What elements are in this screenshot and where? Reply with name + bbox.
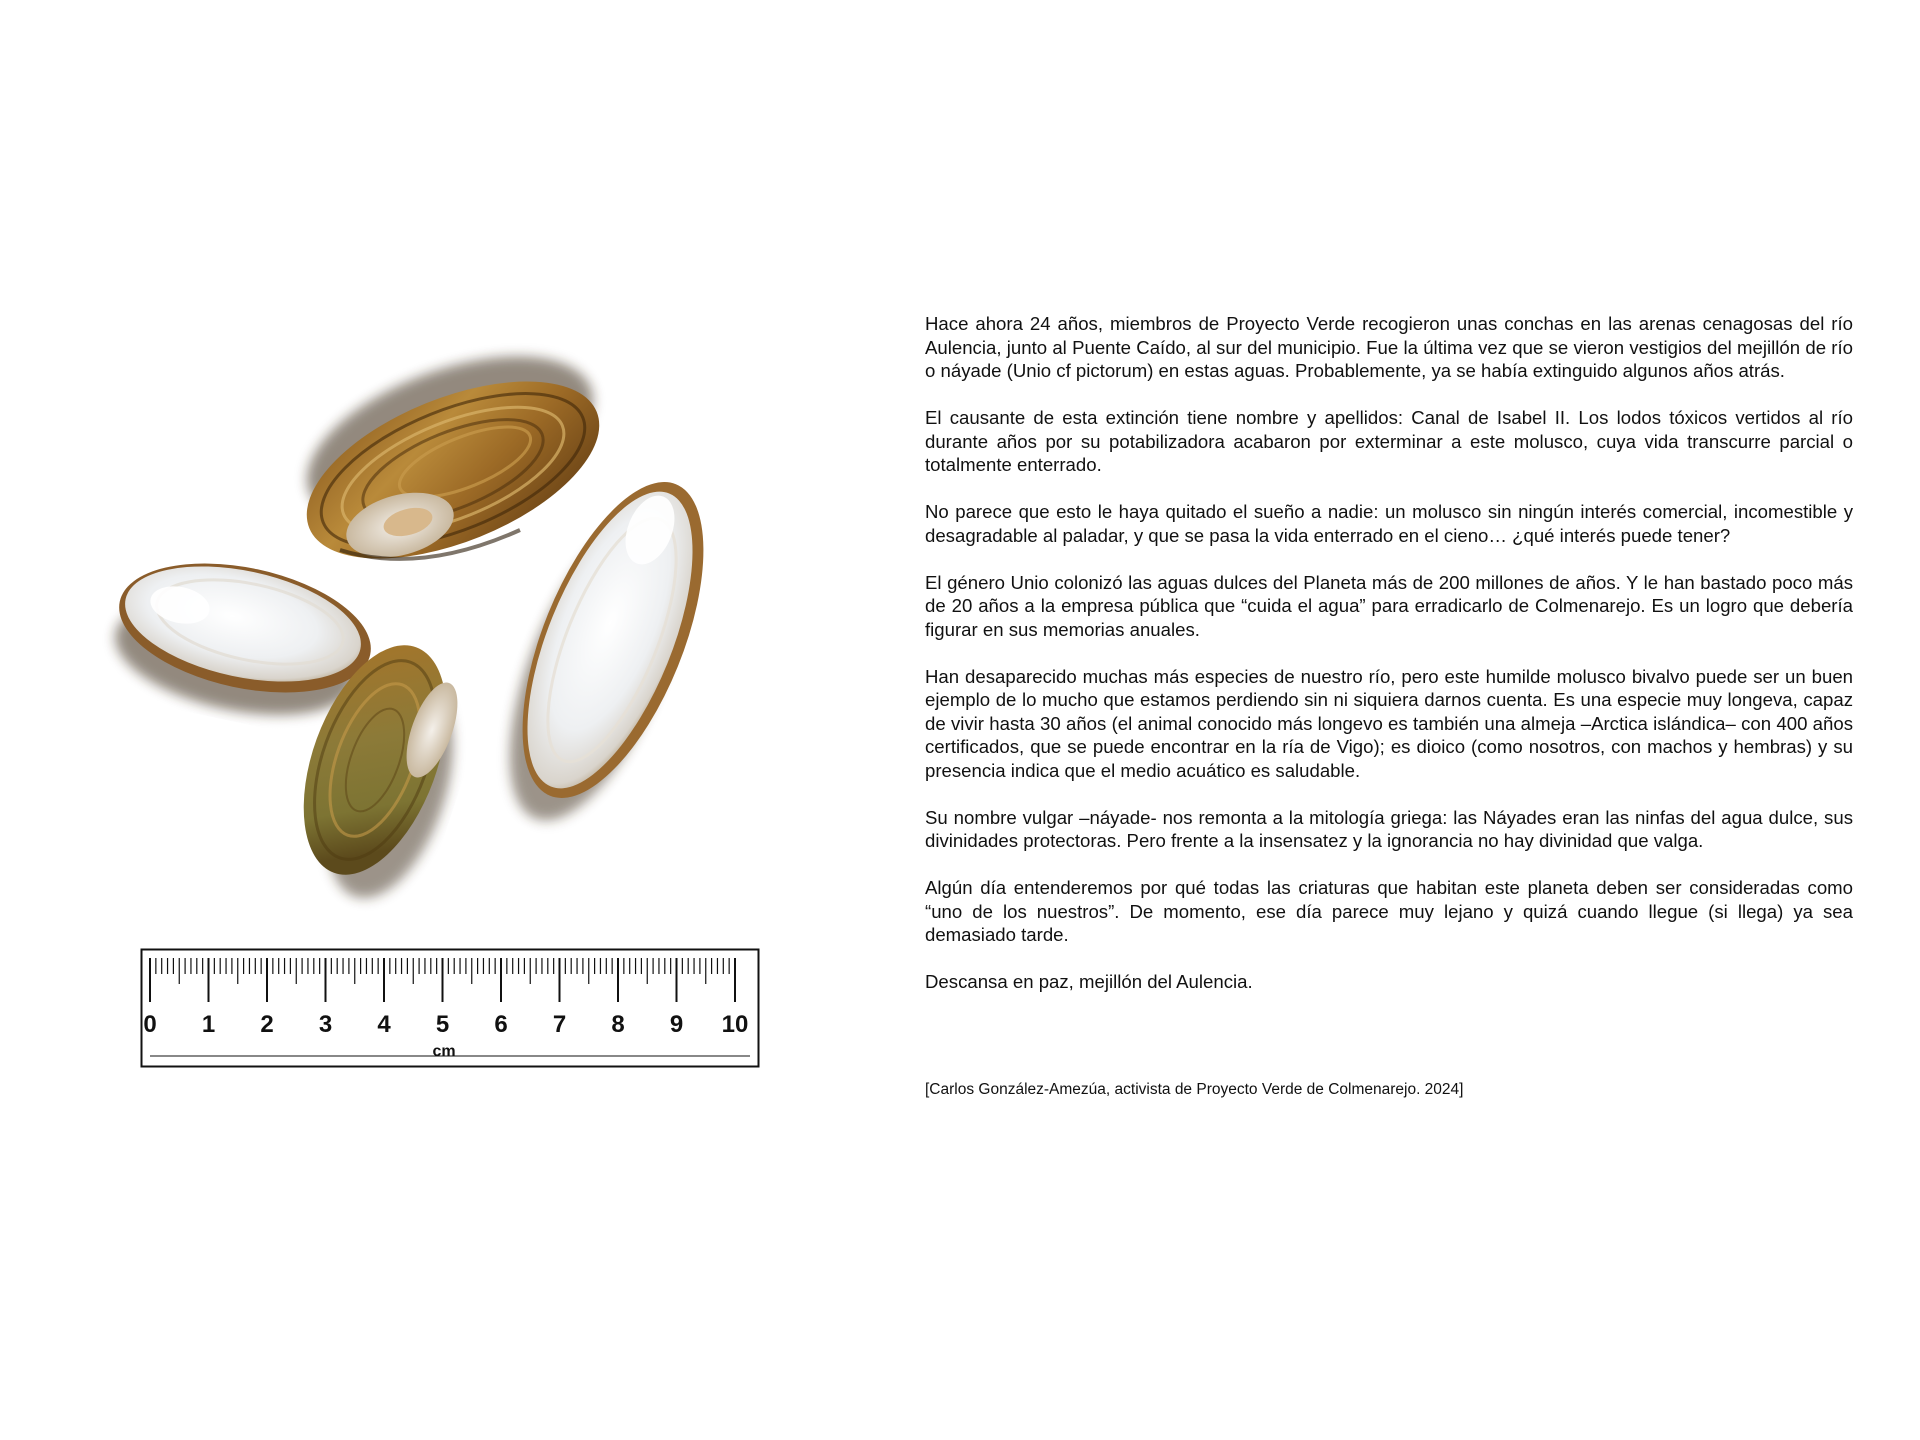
article-paragraph-4: El género Unio colonizó las aguas dulces del Planeta más de 200 millones de años. Y le han bastado poco más de 20 años a la empresa pública que “cuida el agua” para erradicarlo de Colmenarejo. Es un logro que debería figurar en sus memorias anuales. xyxy=(925,571,1853,640)
ruler-number-label: 4 xyxy=(377,1011,391,1038)
ruler-number-label: 3 xyxy=(318,1011,333,1038)
ruler-number-label: 6 xyxy=(494,1011,508,1038)
shell-figure xyxy=(0,0,900,1440)
author-credit: [Carlos González-Amezúa, activista de Proyecto Verde de Colmenarejo. 2024] xyxy=(925,1081,1464,1098)
article-paragraph-7: Algún día entenderemos por qué todas las criaturas que habitan este planeta deben ser consideradas como “uno de los nuestros”. De momento, ese día parece muy lejano y quizá cuando llegue (si llega) ya sea demasiado tarde. xyxy=(925,877,1853,945)
ruler-number-label: 5 xyxy=(435,1011,450,1038)
ruler-number-label: 10 xyxy=(721,1011,749,1038)
ruler-number-label: 7 xyxy=(552,1011,567,1038)
article-paragraph-2: El causante de esta extinción tiene nombre y apellidos: Canal de Isabel II. Los lodos tóxicos vertidos al río durante años por su potabilizadora acabaron por exterminar a este molusco, cuya vida transcurre parcial o totalmente enterrado. xyxy=(925,407,1853,475)
article-paragraph-6: Su nombre vulgar –náyade- nos remonta a la mitología griega: las Náyades eran las ninfas del agua dulce, sus divinidades protectoras. Pero frente a la insensatez y la ignorancia no hay divinidad que valga. xyxy=(925,806,1853,851)
article-paragraph-1: Hace ahora 24 años, miembros de Proyecto Verde recogieron unas conchas en las arenas cenagosas del río Aulencia, junto al Puente Caído, al sur del municipio. Fue la última vez que se vieron vestigios del mejillón de río o náyade (Unio cf pictorum) en estas aguas. Probablemente, ya se había extinguido algunos años atrás. xyxy=(925,313,1853,381)
ruler-number-label: 2 xyxy=(260,1011,274,1038)
ruler-number-label: 1 xyxy=(201,1011,216,1038)
article-text xyxy=(925,312,1853,1017)
article-paragraph-3: No parece que esto le haya quitado el sueño a nadie: un molusco sin ningún interés comercial, incomestible y desagradable al paladar, y que se pasa la vida enterrado en el cieno… ¿qué interés puede tener? xyxy=(925,501,1853,546)
mussel-shells-photo xyxy=(0,0,900,940)
ruler-number-label: 0 xyxy=(143,1011,157,1038)
ruler-number-label: 9 xyxy=(669,1011,684,1038)
ruler-unit-label: cm xyxy=(432,1043,456,1060)
centimeter-ruler xyxy=(140,948,760,1068)
article-paragraph-8: Descansa en paz, mejillón del Aulencia. xyxy=(925,971,1253,992)
ruler-number-label: 8 xyxy=(611,1011,625,1038)
article-paragraph-5: Han desaparecido muchas más especies de nuestro río, pero este humilde molusco bivalvo puede ser un buen ejemplo de lo mucho que estamos perdiendo sin ni siquiera darnos cuenta. Es una especie muy longeva, capaz de vivir hasta 30 años (el animal conocido más longevo es también una almeja –Arctica islándica– con 400 años certificados, que se puede encontrar en la ría de Vigo); es dioico (como nosotros, con machos y hembras) y su presencia indica que el medio acuático es saludable. xyxy=(925,665,1853,781)
